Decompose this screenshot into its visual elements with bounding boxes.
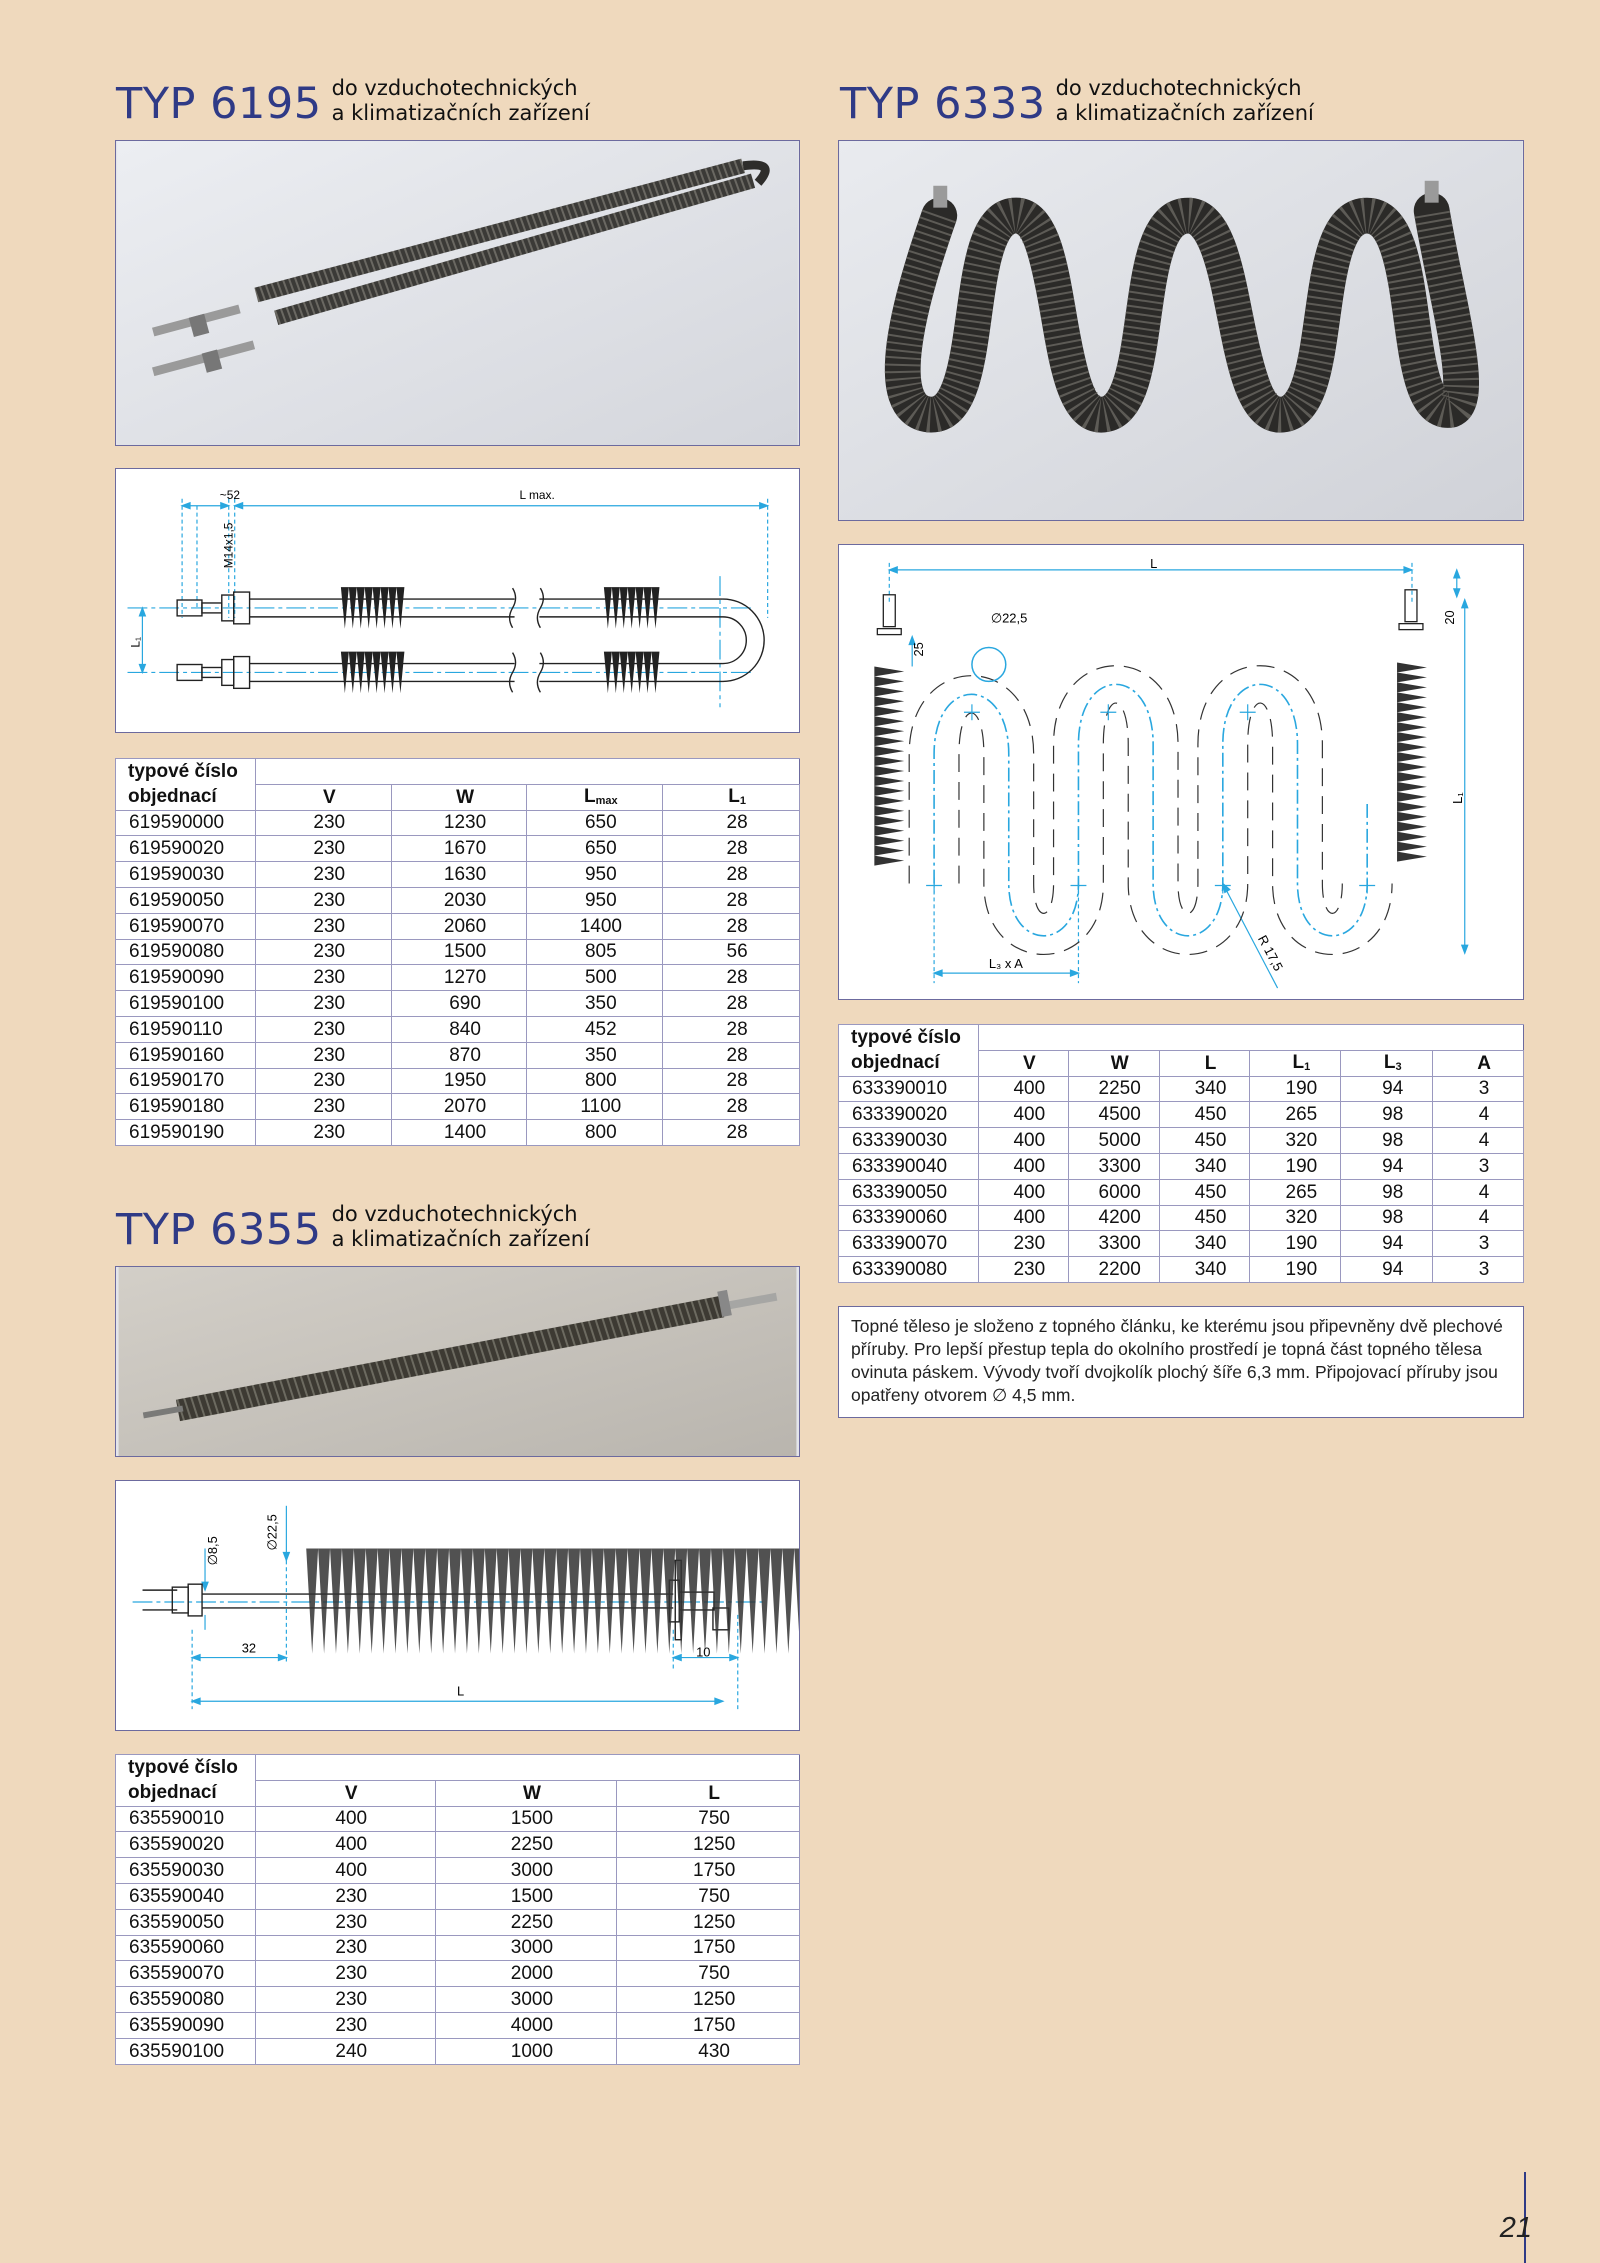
value-cell: 400 xyxy=(978,1205,1068,1231)
table-body xyxy=(116,1806,800,2064)
value-cell: 1750 xyxy=(617,2012,800,2038)
table-row xyxy=(116,2012,800,2038)
col-header-w: W xyxy=(435,1780,617,1806)
table-row xyxy=(116,1806,800,1832)
value-cell: 94 xyxy=(1341,1257,1433,1283)
value-cell: 265 xyxy=(1250,1179,1341,1205)
table-row xyxy=(116,1832,800,1858)
col-header-l3: $L_3$ xyxy=(1341,1050,1433,1076)
table-row xyxy=(116,1068,800,1094)
section-subtitle xyxy=(1056,76,1314,126)
value-cell: 94 xyxy=(1341,1231,1433,1257)
hdr-code-line-1: typové číslo xyxy=(116,1755,256,1781)
value-cell: 1670 xyxy=(391,836,527,862)
value-cell: 230 xyxy=(978,1257,1068,1283)
value-cell: 190 xyxy=(1250,1076,1341,1102)
value-cell: 1500 xyxy=(435,1806,617,1832)
value-cell: 870 xyxy=(391,1042,527,1068)
value-cell: 3300 xyxy=(1068,1231,1159,1257)
col-header-l: L xyxy=(1159,1050,1250,1076)
order-code-cell: 619590080 xyxy=(116,939,256,965)
value-cell: 450 xyxy=(1159,1205,1250,1231)
hdr-blank xyxy=(255,1755,799,1781)
value-cell: 340 xyxy=(1159,1076,1250,1102)
subtitle-line-2: a klimatizačních zařízení xyxy=(331,101,590,125)
serpentine-heater-photo xyxy=(839,141,1523,520)
table-row xyxy=(116,991,800,1017)
value-cell: 3000 xyxy=(435,1858,617,1884)
order-code-cell: 619590050 xyxy=(116,887,256,913)
col-header-v: V xyxy=(978,1050,1068,1076)
value-cell: 650 xyxy=(527,810,663,836)
order-code-cell: 635590050 xyxy=(116,1909,256,1935)
table-row xyxy=(839,1257,1524,1283)
value-cell: 350 xyxy=(527,1042,663,1068)
value-cell: 1270 xyxy=(391,965,527,991)
col-header-l1: $L_1$ xyxy=(1250,1050,1341,1076)
dim-l-label: L xyxy=(1150,555,1158,571)
section-subtitle xyxy=(332,76,590,126)
value-cell: 28 xyxy=(663,1042,800,1068)
value-cell: 4 xyxy=(1433,1205,1524,1231)
value-cell: 690 xyxy=(391,991,527,1017)
col-header-l1: $L_1$ xyxy=(663,784,800,810)
table-row xyxy=(839,1231,1524,1257)
table-row xyxy=(116,1935,800,1961)
photo-6355 xyxy=(115,1266,800,1457)
value-cell: 1750 xyxy=(617,1858,800,1884)
col-header-w: W xyxy=(1068,1050,1159,1076)
technical-drawing-6355 xyxy=(116,1481,799,1730)
order-code-cell: 635590030 xyxy=(116,1858,256,1884)
value-cell: 265 xyxy=(1250,1102,1341,1128)
order-code-cell: 619590170 xyxy=(116,1068,256,1094)
order-code-cell: 633390060 xyxy=(839,1205,979,1231)
table-6333 xyxy=(838,1024,1524,1283)
value-cell: 3 xyxy=(1433,1257,1524,1283)
value-cell: 28 xyxy=(663,1016,800,1042)
value-cell: 230 xyxy=(255,1987,435,2013)
hdr-code-line-2: objednací xyxy=(839,1050,979,1076)
value-cell: 28 xyxy=(663,810,800,836)
value-cell: 1400 xyxy=(391,1120,527,1146)
value-cell: 2070 xyxy=(391,1094,527,1120)
value-cell: 1500 xyxy=(391,939,527,965)
value-cell: 400 xyxy=(978,1102,1068,1128)
value-cell: 98 xyxy=(1341,1179,1433,1205)
value-cell: 230 xyxy=(255,1935,435,1961)
order-code-cell: 633390030 xyxy=(839,1128,979,1154)
straight-heater-photo xyxy=(116,1267,799,1456)
value-cell: 400 xyxy=(978,1076,1068,1102)
value-cell: 2250 xyxy=(1068,1076,1159,1102)
table-row xyxy=(116,913,800,939)
value-cell: 230 xyxy=(978,1231,1068,1257)
value-cell: 56 xyxy=(663,939,800,965)
order-code-cell: 633390040 xyxy=(839,1153,979,1179)
value-cell: 4500 xyxy=(1068,1102,1159,1128)
order-code-cell: 635590020 xyxy=(116,1832,256,1858)
order-code-cell: 633390080 xyxy=(839,1257,979,1283)
value-cell: 340 xyxy=(1159,1231,1250,1257)
thread-label: M14x1,5 xyxy=(221,522,236,569)
value-cell: 230 xyxy=(255,810,391,836)
table-6195 xyxy=(115,758,800,1146)
value-cell: 2000 xyxy=(435,1961,617,1987)
value-cell: 950 xyxy=(527,862,663,888)
value-cell: 230 xyxy=(255,1909,435,1935)
value-cell: 230 xyxy=(255,1016,391,1042)
order-code-cell: 619590110 xyxy=(116,1016,256,1042)
value-cell: 28 xyxy=(663,887,800,913)
value-cell: 750 xyxy=(617,1961,800,1987)
value-cell: 230 xyxy=(255,862,391,888)
table-body xyxy=(116,810,800,1145)
table-row xyxy=(116,1987,800,2013)
order-code-cell: 619590160 xyxy=(116,1042,256,1068)
value-cell: 230 xyxy=(255,991,391,1017)
subtitle-line-1: do vzduchotechnických xyxy=(331,1202,578,1226)
value-cell: 1750 xyxy=(617,1935,800,1961)
value-cell: 840 xyxy=(391,1016,527,1042)
value-cell: 450 xyxy=(1159,1179,1250,1205)
value-cell: 2060 xyxy=(391,913,527,939)
value-cell: 340 xyxy=(1159,1153,1250,1179)
subtitle-line-2: a klimatizačních zařízení xyxy=(331,1227,590,1251)
value-cell: 4200 xyxy=(1068,1205,1159,1231)
subtitle-line-1: do vzduchotechnických xyxy=(1055,76,1302,100)
section-title: TYP 6195 xyxy=(116,79,322,129)
order-code-cell: 635590060 xyxy=(116,1935,256,1961)
order-code-cell: 619590090 xyxy=(116,965,256,991)
value-cell: 2250 xyxy=(435,1909,617,1935)
dim-l3a-label: L₃ x A xyxy=(988,956,1023,972)
value-cell: 450 xyxy=(1159,1102,1250,1128)
table-row xyxy=(116,1042,800,1068)
table-row xyxy=(116,1909,800,1935)
value-cell: 230 xyxy=(255,1042,391,1068)
value-cell: 98 xyxy=(1341,1128,1433,1154)
hdr-blank xyxy=(255,759,799,785)
hdr-code-line-1: typové číslo xyxy=(839,1025,979,1051)
value-cell: 3 xyxy=(1433,1153,1524,1179)
hdr-code-line-2: objednací xyxy=(116,1780,256,1806)
table-row xyxy=(116,836,800,862)
value-cell: 4000 xyxy=(435,2012,617,2038)
table-row xyxy=(116,1120,800,1146)
drawing-6355 xyxy=(115,1480,800,1731)
drawing-6333 xyxy=(838,544,1524,1000)
table-row xyxy=(116,1094,800,1120)
value-cell: 6000 xyxy=(1068,1179,1159,1205)
col-header-lmax: $L_{max}$ xyxy=(527,784,663,810)
page-number: 21 xyxy=(1499,2212,1532,2244)
value-cell: 430 xyxy=(617,2038,800,2064)
value-cell: 2250 xyxy=(435,1832,617,1858)
table-row xyxy=(116,862,800,888)
value-cell: 230 xyxy=(255,965,391,991)
value-cell: 230 xyxy=(255,1961,435,1987)
table-row xyxy=(839,1076,1524,1102)
value-cell: 98 xyxy=(1341,1102,1433,1128)
dim-32-label: 32 xyxy=(241,1640,257,1656)
value-cell: 94 xyxy=(1341,1076,1433,1102)
table-row xyxy=(116,810,800,836)
value-cell: 2030 xyxy=(391,887,527,913)
heading-typ-6333 xyxy=(840,76,1314,129)
table-row xyxy=(116,887,800,913)
col-header-v: V xyxy=(255,1780,435,1806)
photo-6333 xyxy=(838,140,1524,521)
dim-l1-label: L₁ xyxy=(128,637,143,648)
subtitle-line-2: a klimatizačních zařízení xyxy=(1055,101,1314,125)
value-cell: 28 xyxy=(663,836,800,862)
value-cell: 240 xyxy=(255,2038,435,2064)
value-cell: 450 xyxy=(1159,1128,1250,1154)
value-cell: 98 xyxy=(1341,1205,1433,1231)
value-cell: 1100 xyxy=(527,1094,663,1120)
value-cell: 190 xyxy=(1250,1231,1341,1257)
value-cell: 3 xyxy=(1433,1076,1524,1102)
value-cell: 230 xyxy=(255,1068,391,1094)
heater-pair-photo xyxy=(116,141,799,445)
table-6355 xyxy=(115,1754,800,2065)
dim-l-label: L xyxy=(457,1683,465,1699)
table-row xyxy=(839,1179,1524,1205)
order-code-cell: 619590000 xyxy=(116,810,256,836)
section-subtitle xyxy=(332,1202,590,1252)
value-cell: 4 xyxy=(1433,1102,1524,1128)
order-code-cell: 619590020 xyxy=(116,836,256,862)
value-cell: 1000 xyxy=(435,2038,617,2064)
table-body xyxy=(839,1076,1524,1282)
value-cell: 230 xyxy=(255,2012,435,2038)
value-cell: 950 xyxy=(527,887,663,913)
table-row xyxy=(116,1883,800,1909)
col-header-v: V xyxy=(255,784,391,810)
technical-drawing-6333 xyxy=(839,545,1523,999)
value-cell: 1630 xyxy=(391,862,527,888)
value-cell: 28 xyxy=(663,1068,800,1094)
order-code-cell: 635590040 xyxy=(116,1883,256,1909)
value-cell: 28 xyxy=(663,1120,800,1146)
value-cell: 28 xyxy=(663,991,800,1017)
order-code-cell: 619590190 xyxy=(116,1120,256,1146)
value-cell: 2200 xyxy=(1068,1257,1159,1283)
value-cell: 805 xyxy=(527,939,663,965)
value-cell: 230 xyxy=(255,1883,435,1909)
order-code-cell: 619590030 xyxy=(116,862,256,888)
value-cell: 190 xyxy=(1250,1257,1341,1283)
col-header-l: L xyxy=(617,1780,800,1806)
value-cell: 750 xyxy=(617,1806,800,1832)
heading-typ-6195 xyxy=(116,76,590,129)
order-code-cell: 635590070 xyxy=(116,1961,256,1987)
value-cell: 3000 xyxy=(435,1935,617,1961)
dim-20-label: 20 xyxy=(1441,610,1457,625)
order-code-cell: 635590090 xyxy=(116,2012,256,2038)
value-cell: 28 xyxy=(663,965,800,991)
value-cell: 1250 xyxy=(617,1987,800,2013)
value-cell: 3300 xyxy=(1068,1153,1159,1179)
value-cell: 5000 xyxy=(1068,1128,1159,1154)
photo-6195 xyxy=(115,140,800,446)
hdr-blank xyxy=(978,1025,1523,1051)
dim-52-label: ~52 xyxy=(219,487,240,502)
dim-lmax-label: L max. xyxy=(519,487,555,502)
value-cell: 400 xyxy=(255,1832,435,1858)
value-cell: 1250 xyxy=(617,1832,800,1858)
value-cell: 750 xyxy=(617,1883,800,1909)
value-cell: 4 xyxy=(1433,1179,1524,1205)
value-cell: 28 xyxy=(663,913,800,939)
subtitle-line-1: do vzduchotechnických xyxy=(331,76,578,100)
value-cell: 3 xyxy=(1433,1231,1524,1257)
value-cell: 230 xyxy=(255,836,391,862)
dim-l1-label: L₁ xyxy=(1449,792,1465,804)
value-cell: 1230 xyxy=(391,810,527,836)
value-cell: 800 xyxy=(527,1120,663,1146)
value-cell: 400 xyxy=(978,1153,1068,1179)
table-row xyxy=(116,939,800,965)
value-cell: 230 xyxy=(255,939,391,965)
table-row xyxy=(116,1858,800,1884)
value-cell: 800 xyxy=(527,1068,663,1094)
value-cell: 28 xyxy=(663,862,800,888)
value-cell: 400 xyxy=(978,1179,1068,1205)
order-code-cell: 635590100 xyxy=(116,2038,256,2064)
dim-dia225-label: ∅22,5 xyxy=(264,1514,280,1551)
value-cell: 1250 xyxy=(617,1909,800,1935)
dim-10-label: 10 xyxy=(696,1644,711,1660)
order-code-cell: 619590070 xyxy=(116,913,256,939)
table-row xyxy=(839,1128,1524,1154)
col-header-a: A xyxy=(1433,1050,1524,1076)
order-code-cell: 633390010 xyxy=(839,1076,979,1102)
value-cell: 94 xyxy=(1341,1153,1433,1179)
table-row xyxy=(839,1205,1524,1231)
value-cell: 28 xyxy=(663,1094,800,1120)
value-cell: 3000 xyxy=(435,1987,617,2013)
technical-drawing-6195 xyxy=(116,469,799,732)
order-code-cell: 619590100 xyxy=(116,991,256,1017)
value-cell: 190 xyxy=(1250,1153,1341,1179)
hdr-code-line-1: typové číslo xyxy=(116,759,256,785)
order-code-cell: 635590010 xyxy=(116,1806,256,1832)
table-row xyxy=(839,1153,1524,1179)
value-cell: 1500 xyxy=(435,1883,617,1909)
dim-25-label: 25 xyxy=(911,642,927,657)
heading-typ-6355 xyxy=(116,1202,590,1255)
value-cell: 400 xyxy=(978,1128,1068,1154)
order-code-cell: 619590180 xyxy=(116,1094,256,1120)
value-cell: 350 xyxy=(527,991,663,1017)
value-cell: 400 xyxy=(255,1858,435,1884)
col-header-w: W xyxy=(391,784,527,810)
value-cell: 230 xyxy=(255,887,391,913)
dim-dia-label: ∅22,5 xyxy=(990,610,1028,626)
order-code-cell: 633390050 xyxy=(839,1179,979,1205)
value-cell: 500 xyxy=(527,965,663,991)
value-cell: 650 xyxy=(527,836,663,862)
order-code-cell: 633390070 xyxy=(839,1231,979,1257)
radius-label: R 17,5 xyxy=(1255,932,1287,974)
table-row xyxy=(116,1961,800,1987)
section-title: TYP 6355 xyxy=(116,1205,322,1255)
value-cell: 1950 xyxy=(391,1068,527,1094)
table-row xyxy=(839,1102,1524,1128)
table-row xyxy=(116,965,800,991)
dim-dia85-label: ∅8,5 xyxy=(204,1536,220,1566)
hdr-code-line-2: objednací xyxy=(116,784,256,810)
table-row xyxy=(116,1016,800,1042)
section-title: TYP 6333 xyxy=(840,79,1046,129)
value-cell: 230 xyxy=(255,1094,391,1120)
order-code-cell: 635590080 xyxy=(116,1987,256,2013)
value-cell: 230 xyxy=(255,913,391,939)
value-cell: 320 xyxy=(1250,1128,1341,1154)
value-cell: 340 xyxy=(1159,1257,1250,1283)
description-note-6333: Topné těleso je složeno z topného článku, ke kterému jsou připevněny dvě plechové příruby. Pro lepší přestup tepla do okolního prostředí je topná část topného tělesa ovinuta páskem. Vývody tvoří dvojkolík plochý šíře 6,3 mm. Připojovací příruby jsou opatřeny otvorem ∅ 4,5 mm. xyxy=(838,1306,1524,1418)
value-cell: 1400 xyxy=(527,913,663,939)
order-code-cell: 633390020 xyxy=(839,1102,979,1128)
value-cell: 452 xyxy=(527,1016,663,1042)
value-cell: 4 xyxy=(1433,1128,1524,1154)
value-cell: 230 xyxy=(255,1120,391,1146)
table-row xyxy=(116,2038,800,2064)
drawing-6195 xyxy=(115,468,800,733)
value-cell: 400 xyxy=(255,1806,435,1832)
value-cell: 320 xyxy=(1250,1205,1341,1231)
